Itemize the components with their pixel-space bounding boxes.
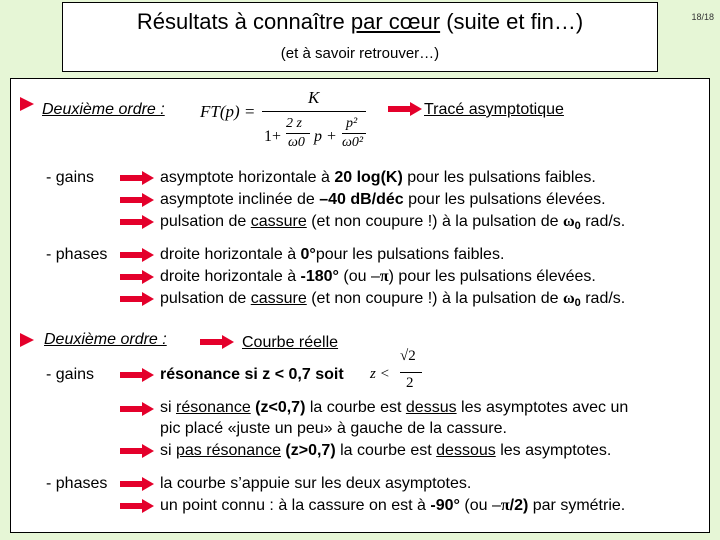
cond-num: √2: [400, 348, 416, 364]
bullet-triangle-icon: [20, 97, 34, 111]
formula-numerator: K: [308, 88, 320, 107]
curve-line-1: si résonance (z<0,7) la courbe est dessus les asymptotes avec un: [160, 399, 629, 416]
page-title: [63, 9, 657, 35]
cond-bar: [400, 372, 422, 373]
formula-frac1-den: ω0: [288, 135, 305, 150]
page-subtitle: (et à savoir retrouver…): [280, 45, 440, 62]
phases-line-2: droite horizontale à -180° (ou –π) pour les pulsations élevées.: [160, 268, 596, 285]
arrow-right-icon: [120, 171, 154, 185]
formula-frac2-den: ω0²: [342, 135, 364, 150]
cond-den: 2: [406, 375, 414, 391]
phases-label-2: - phases: [46, 475, 108, 492]
gains-label-2: - gains: [46, 366, 95, 383]
section2-label: Deuxième ordre :: [44, 331, 167, 348]
title-prefix: Résultats à connaître: [136, 9, 351, 34]
arrow-right-icon: [120, 402, 154, 416]
resonance-condition-formula: [370, 346, 430, 396]
formula-lhs: FT(p) =: [200, 102, 256, 121]
curve-line-2: pic placé «juste un peu» à gauche de la cassure.: [160, 420, 507, 437]
arrow-right-icon: [120, 270, 154, 284]
arrow-right-icon: [120, 444, 154, 458]
gains-line-3: pulsation de cassure (et non coupure !) à la pulsation de $\omega_0$ rad/s.: [160, 213, 626, 232]
section2-link: Courbe réelle: [242, 334, 339, 351]
section1-link: Tracé asymptotique: [424, 101, 564, 118]
title-box: [62, 2, 658, 72]
bullet-triangle-icon: [20, 333, 34, 347]
title-suffix: (suite et fin…): [440, 9, 584, 34]
arrow-right-icon: [388, 102, 422, 116]
gains-line-1: asymptote horizontale à 20 log(K) pour les pulsations faibles.: [160, 169, 596, 186]
formula-den-one: 1+: [264, 128, 282, 145]
arrow-right-icon: [120, 248, 154, 262]
phases-line-3: pulsation de cassure (et non coupure !) à la pulsation de $\omega_0$ rad/s.: [160, 290, 626, 309]
page-number: 18/18: [691, 12, 714, 22]
formula-frac1-bar: [286, 133, 310, 134]
curve-line-3: si pas résonance (z>0,7) la courbe est dessous les asymptotes.: [160, 442, 612, 459]
resonance-line: résonance si z < 0,7 soit: [160, 366, 344, 383]
arrow-right-icon: [120, 477, 154, 491]
gains-line-2: asymptote inclinée de –40 dB/déc pour les pulsations élevées.: [160, 191, 606, 208]
arrow-right-icon: [120, 499, 154, 513]
formula-frac1-num: 2 z: [286, 116, 302, 131]
phase-curve-line-2: un point connu : à la cassure on est à -90° (ou –π/2) par symétrie.: [160, 497, 626, 514]
arrow-right-icon: [200, 335, 234, 349]
formula-bar: [262, 111, 366, 112]
arrow-right-icon: [120, 193, 154, 207]
formula-frac2-num: p²: [346, 116, 358, 131]
title-underlined: par cœur: [350, 9, 441, 34]
phase-curve-line-1: la courbe s’appuie sur les deux asymptotes.: [160, 475, 472, 492]
formula-frac2-bar: [342, 133, 366, 134]
phases-label-1: - phases: [46, 246, 108, 263]
cond-lhs: z <: [370, 366, 390, 382]
section1-label: Deuxième ordre :: [42, 101, 165, 118]
transfer-function-formula: [200, 88, 380, 164]
formula-den-plus: p +: [314, 128, 337, 145]
phases-line-1: droite horizontale à 0°pour les pulsations faibles.: [160, 246, 505, 263]
gains-label-1: - gains: [46, 169, 95, 186]
arrow-right-icon: [120, 215, 154, 229]
arrow-right-icon: [120, 368, 154, 382]
arrow-right-icon: [120, 292, 154, 306]
